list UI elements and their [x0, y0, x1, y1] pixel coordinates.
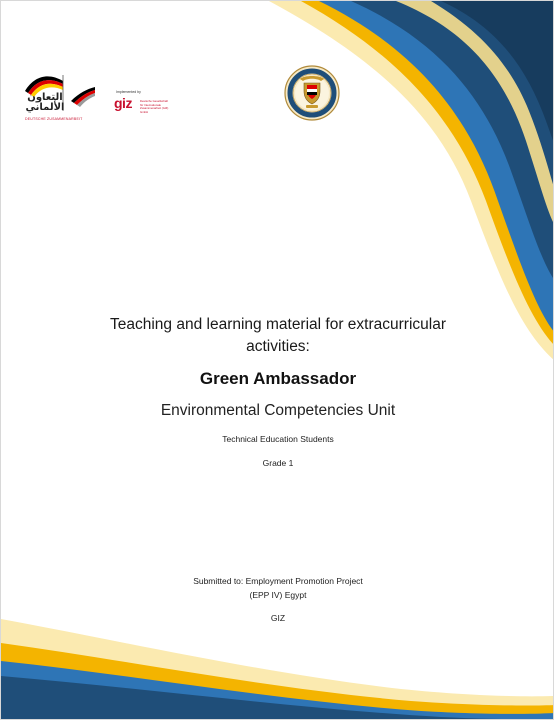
giz-wordmark: giz	[114, 95, 132, 111]
material-title-line-2: activities:	[246, 338, 310, 355]
submitted-to-line-2: (EPP IV) Egypt	[249, 590, 307, 600]
submitted-to-line-1: Submitted to: Employment Promotion Project	[193, 576, 363, 586]
submitted-to	[1, 574, 554, 602]
german-cooperation-arabic-text: التعاون الألماني	[25, 92, 65, 113]
grade-text: Grade 1	[262, 458, 294, 468]
material-title-line-1: Teaching and learning material for extracurricular	[110, 316, 446, 333]
organization-name: GIZ	[270, 613, 286, 623]
program-name: Green Ambassador	[199, 369, 357, 388]
audience-text: Technical Education Students	[222, 434, 334, 444]
material-title	[1, 314, 554, 358]
german-cooperation-logo	[23, 71, 97, 123]
giz-fullname: Deutsche Gesellschaft für Internationale Zusammenarbeit (GIZ) GmbH	[140, 99, 169, 114]
giz-implemented-by: Implemented by	[116, 90, 141, 94]
ministry-of-education-seal-icon	[284, 65, 340, 121]
giz-logo	[113, 90, 173, 116]
unit-name: Environmental Competencies Unit	[160, 402, 396, 419]
german-cooperation-subtitle: DEUTSCHE ZUSAMMENARBEIT	[25, 117, 83, 121]
